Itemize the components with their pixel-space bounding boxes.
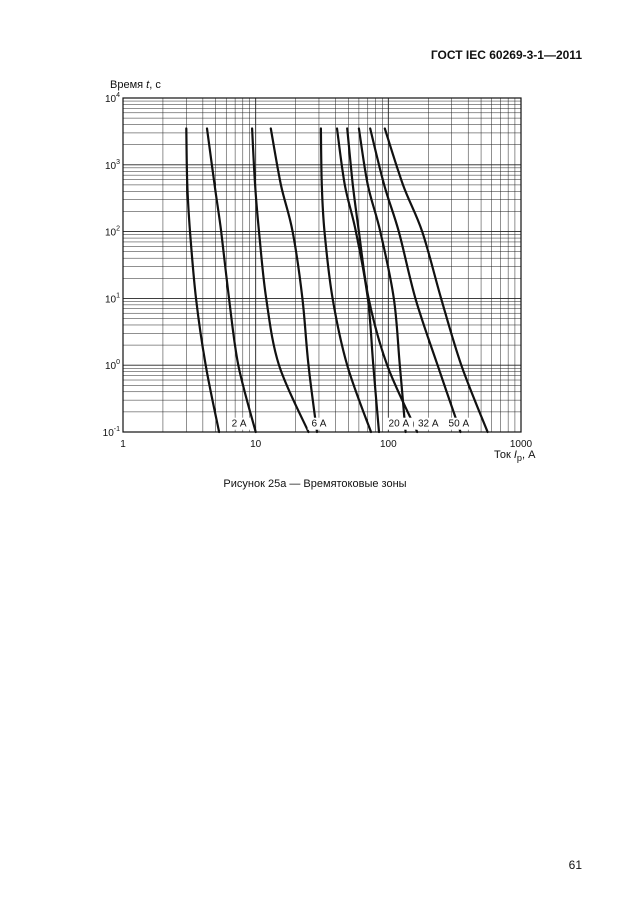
zone-label: 50 А bbox=[448, 418, 470, 430]
zone-curve-9 bbox=[370, 129, 460, 433]
zone-label: 2 А bbox=[231, 418, 247, 430]
zone-curve-4 bbox=[271, 129, 317, 433]
x-axis-label-suffix: , А bbox=[522, 449, 536, 461]
page-number: 61 bbox=[568, 858, 582, 872]
x-axis-label bbox=[494, 449, 535, 463]
y-tick-label: $10^0$ bbox=[104, 359, 120, 373]
zone-curve-6 bbox=[337, 129, 379, 433]
curve-layer bbox=[186, 129, 487, 433]
x-tick-label: 1 bbox=[120, 439, 126, 450]
x-tick-label: 100 bbox=[379, 439, 397, 450]
y-axis-label-prefix: Время bbox=[110, 79, 147, 91]
zone-curve-5 bbox=[321, 129, 371, 433]
y-tick-label: $10^{-1}$ bbox=[102, 426, 120, 439]
y-axis-label-var: t bbox=[146, 79, 150, 91]
y-tick-label: $10^3$ bbox=[104, 158, 120, 172]
y-axis-label-suffix: , c bbox=[149, 79, 161, 91]
zone-label: 6 А bbox=[311, 418, 327, 430]
x-axis-label-sub: p bbox=[516, 453, 523, 464]
y-tick-label: $10^4$ bbox=[104, 92, 120, 105]
document-header: ГОСТ IEC 60269-3-1—2011 bbox=[430, 48, 582, 62]
x-axis-label-var: I bbox=[513, 449, 517, 461]
x-tick-label: 1000 bbox=[509, 439, 533, 450]
x-tick-label: 10 bbox=[250, 439, 262, 450]
y-tick-label: $10^2$ bbox=[104, 225, 120, 239]
zone-curve-2 bbox=[207, 129, 256, 433]
figure-caption: Рисунок 25а — Времятоковые зоны bbox=[223, 478, 407, 490]
x-axis-label-prefix: Ток bbox=[494, 449, 514, 461]
zone-curve-10 bbox=[385, 129, 488, 433]
zone-label: 20 А bbox=[388, 418, 410, 430]
zone-label: 32 А bbox=[417, 418, 439, 430]
y-tick-label: $10^1$ bbox=[104, 292, 120, 306]
